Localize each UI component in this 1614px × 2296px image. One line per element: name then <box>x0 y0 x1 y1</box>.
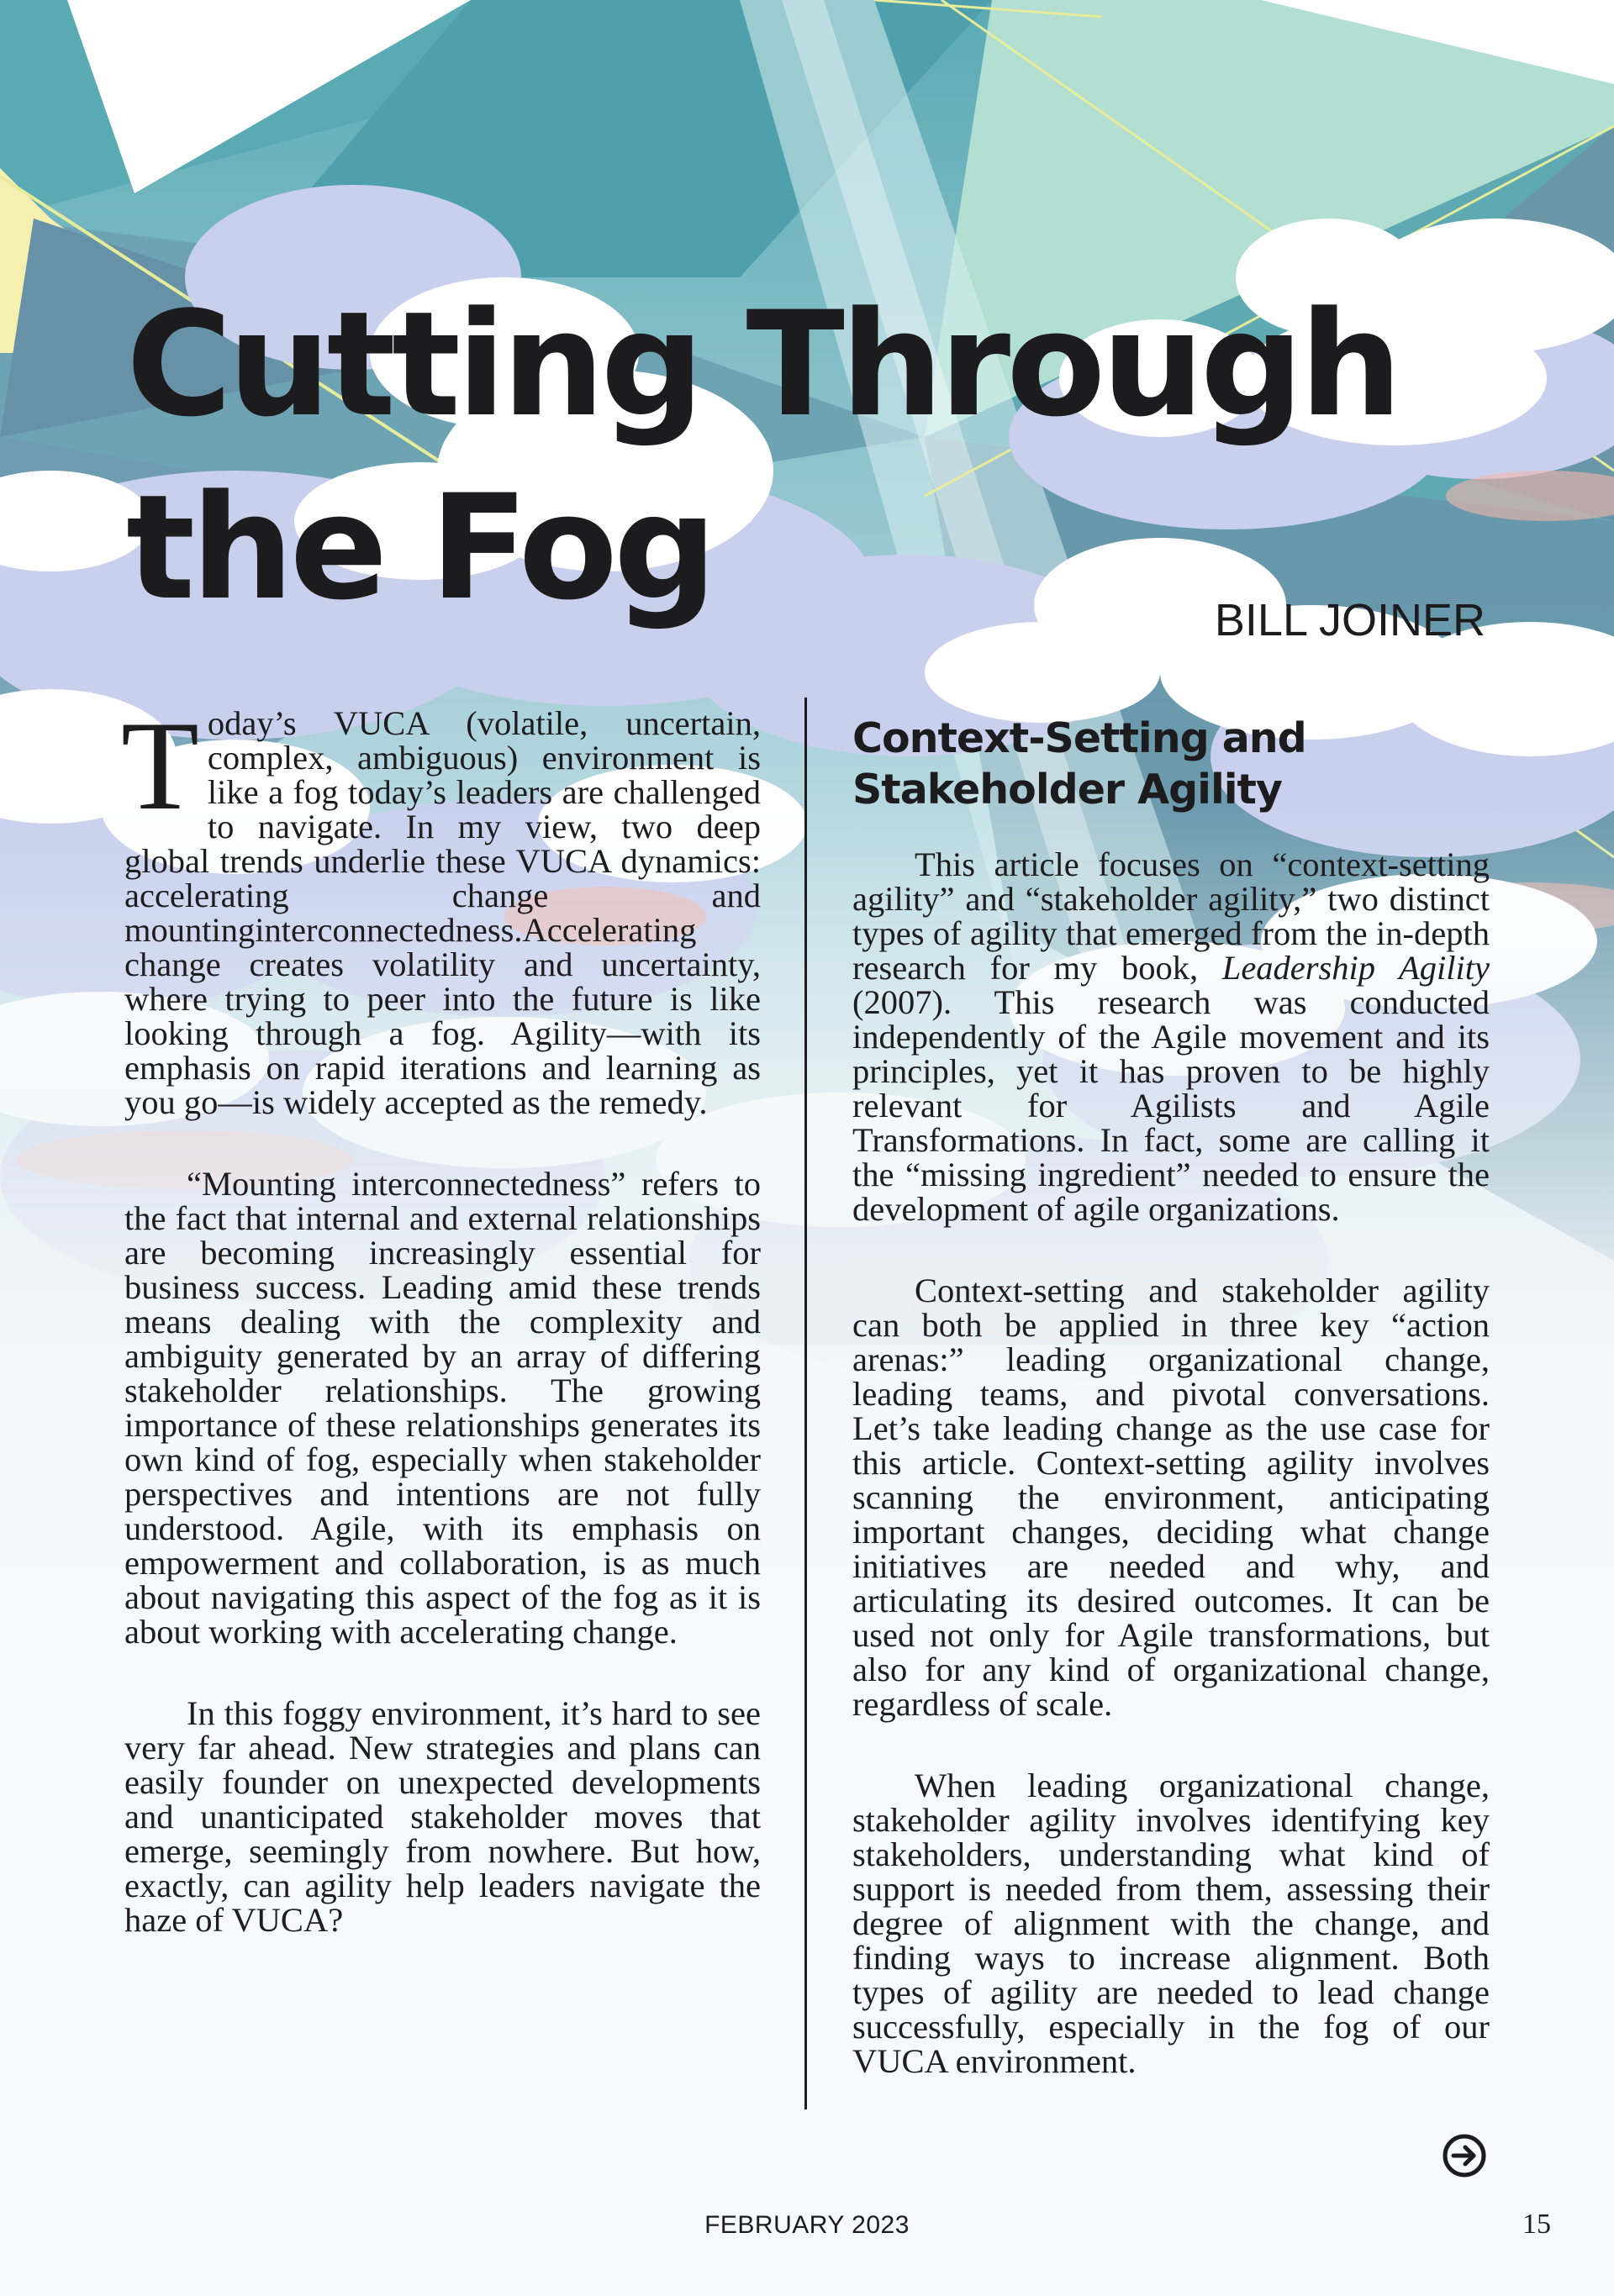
paragraph-action-arenas: Context-setting and stakeholder agility can both be applied in three key “action arenas:” leading organizational change, leading teams, and pivotal conversations. Let’s take leading change as the use case for this article. Context-setting agility involves scanning the environment, anticipating important changes, deciding what change initiatives are needed and why, and articulating its desired outcomes. It can be used not only for Agile transformations, but also for any kind of organizational change, regardless of scale. <box>852 1272 1490 1723</box>
section-heading: Context-Setting and Stakeholder Agility <box>852 714 1306 814</box>
circled-right-arrow-icon[interactable] <box>1442 2133 1487 2178</box>
page-number: 15 <box>1522 2209 1551 2240</box>
paragraph-article-focus-text-a: This article focuses on “context-setting agility” and “stakeholder agility,” two distinct types of agility that emerged from the in-depth research for my book, <box>852 845 1490 987</box>
right-column <box>852 713 1490 2125</box>
issue-date: FEBRUARY 2023 <box>704 2211 910 2239</box>
article-title <box>126 273 1555 640</box>
paragraph-interconnectedness: “Mounting interconnectedness” refers to the fact that internal and external relationships are becoming increasingly essential for business success. Leading amid these trends means dealing with the complexity and ambiguity generated by an array of differing stakeholder relationships. The growing importance of these relationships generates its own kind of fog, especially when stakeholder perspectives and intentions are not fully understood. Agile, with its emphasis on empowerment and collaboration, is as much about navigating this aspect of the fog as it is about working with accelerating change. <box>124 1165 761 1651</box>
paragraph-intro <box>121 695 761 1121</box>
author-byline: BILL JOINER <box>1214 595 1485 645</box>
paragraph-stakeholder-agility: When leading organizational change, stakeholder agility involves identifying key stakeholders, understanding what kind of support is needed from them, assessing their degree of alignment with the change, and finding ways to increase alignment. Both types of agility are needed to lead change successfully, especially in the fog of our VUCA environment. <box>852 1767 1490 2080</box>
paragraph-foggy-environment: In this foggy environment, it’s hard to see very far ahead. New strategies and plans can easily founder on unexpected developments and unanticipated stakeholder moves that emerge, seemingly from nowhere. But how, exactly, can agility help leaders navigate the haze of VUCA? <box>124 1694 761 1939</box>
title-line-1: Cutting Through <box>126 280 1399 449</box>
book-title: Leadership Agility <box>1221 949 1490 987</box>
paragraph-article-focus-text-b: (2007). This research was conducted independently of the Agile movement and its principles, yet it has proven to be highly relevant for Agilists and Agile Transformations. In fact, some are calling it the “missing ingredient” needed to ensure the development of agile organizations. <box>852 983 1490 1228</box>
column-divider <box>804 698 807 2109</box>
drop-cap: T <box>121 695 199 836</box>
paragraph-intro-text: oday’s VUCA (volatile, uncertain, complex, ambiguous) environment is like a fog today’s leaders are challenged to navigate. In my view, two deep global trends underlie these VUCA dynamics: accelerating change and mountinginterconnectedness.Accelerating change creates volatility and uncertainty, where trying to peer into the future is like looking through a fog. Agility—with its emphasis on rapid iterations and learning as you go—is widely accepted as the remedy. <box>124 704 761 1121</box>
paragraph-article-focus <box>852 847 1490 1226</box>
left-column <box>121 695 761 1984</box>
title-line-2: the Fog <box>126 463 714 632</box>
